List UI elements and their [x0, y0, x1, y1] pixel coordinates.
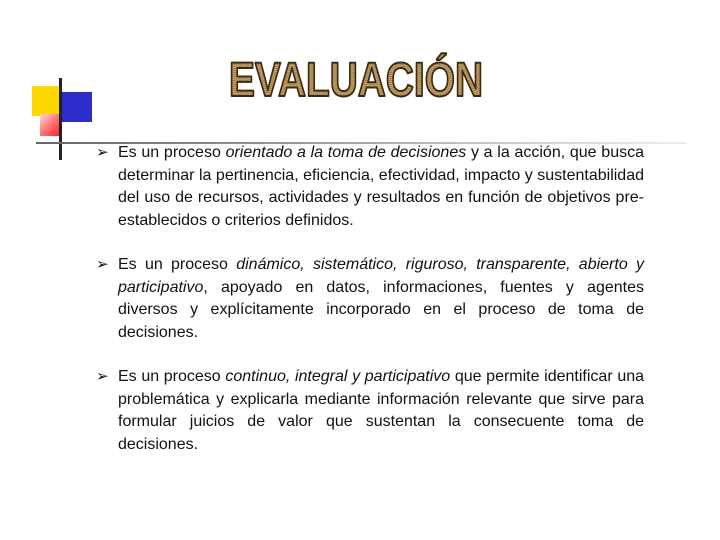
list-item [96, 142, 644, 232]
title-wordart [226, 50, 543, 107]
bullet-emphasis: dinámico, sistemático, riguroso, transparente, abierto y participativo [118, 256, 644, 296]
slide-title [226, 50, 543, 107]
title-text: EVALUACIÓN [229, 54, 543, 107]
list-item [96, 366, 644, 456]
arrow-bullet-icon: ➢ [96, 144, 109, 161]
bullet-emphasis: orientado a la toma de decisiones [225, 144, 467, 161]
arrow-bullet-icon: ➢ [96, 256, 109, 273]
bullet-emphasis: continuo, integral y participativo [225, 368, 451, 385]
bullet-list [96, 142, 644, 478]
bullet-text: y a la acción, que busca determinar la pertinencia, eficiencia, efectividad, impacto y sustentabilidad del uso de recursos, actividades y resultados en función de objetivos pre-establecidos o criterios definidos. [118, 144, 644, 229]
bullet-text: que permite identificar una problemática y explicarla mediante información relevante que sirve para formular juicios de valor que sustentan la consecuente toma de decisiones. [118, 368, 645, 453]
yellow-square-decoration [32, 86, 62, 116]
bullet-text: Es un proceso [118, 256, 237, 273]
bullet-text: , apoyado en datos, informaciones, fuentes y agentes diversos y explícitamente incorporado en el proceso de toma de decisiones. [118, 278, 644, 341]
bullet-text: Es un proceso [118, 144, 226, 161]
list-item [96, 254, 644, 344]
blue-square-decoration [62, 92, 92, 122]
arrow-bullet-icon: ➢ [96, 368, 109, 385]
bullet-text: Es un proceso [118, 368, 226, 385]
vertical-rule [59, 78, 62, 160]
